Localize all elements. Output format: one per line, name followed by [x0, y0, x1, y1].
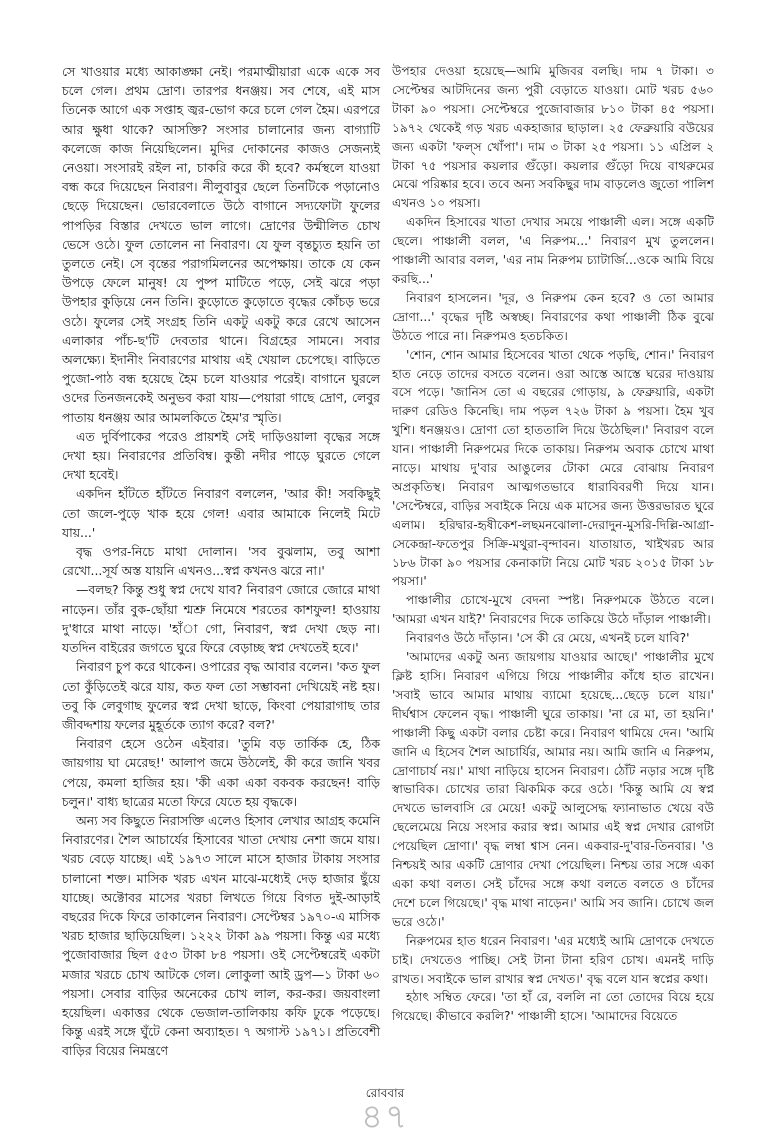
right-text-column: [392, 62, 714, 1026]
page-number: ৪৭: [360, 1097, 410, 1137]
paragraph: একদিন হাঁটতে হাঁটতে নিবারণ বললেন, 'আর কী! সবকিছুই তো জলে-পুড়ে খাক হয়ে গেল! এবার আমাকে নিলেই মিটে যায়...': [62, 486, 380, 540]
paragraph: সে খাওয়ার মধ্যে আকাঙ্ক্ষা নেই। পরমাত্মীয়ারা একে একে সব চলে গেল। প্রথম দ্রোণ। তারপর ধনঞ্জয়। সব শেষে, এই মাস তিনেক আগে এক সপ্তাহ জ্বর-ভোগ করে চলে গেল হৈম। এরপরে আর ক্ষুধা থাকে? আসক্তি? সংসার চালানোর জন্য বাগ্যাটি কলেজে কাজ নিয়েছিলেন। মুদির দোকানের কাজও সেজন্যই নেওয়া। সংসারই রইল না, চাকরি করে কী হবে? কর্মস্থলে যাওয়া বন্ধ করে দিয়েছেন নিবারণ। নীলুবাবুর ছেলে তিনটিকে পড়ানোও ছেড়ে দিয়েছেন। ভোরবেলাতে উঠে বাগানে সদ্যফোটা ফুলের পাপড়ির বিস্তার দেখতে ভাল লাগে। দ্রোণের উন্মীলিত চোখ ভেসে ওঠে। ফুল তোলেন না নিবারণ। যে ফুল বৃন্তচ্যুত হয়নি তা তুলতে নেই। সে বৃন্তের পরাগমিলনের অপেক্ষায়। তাকে যে কেন উপড়ে ফেলে মানুষ! যে পুষ্প মাটিতে পড়ে, সেই ঝরে পড়া উপহার কুড়িয়ে নেন তিনি। কুড়োতে কুড়োতে বৃদ্ধের কোঁচড় ভরে ওঠে। ফুলের সেই সংগ্রহ তিনি একটু একটু করে রেখে আসেন এলাকার পাঁচ-ছ'টি দেবতার থানে। বিগ্রহের সামনে। সবার অলক্ষ্যে। ইদানীং নিবারণের মাথায় এই খেয়াল চেপেছে। বাড়িতে পুজো-পাঠ বন্ধ হয়েছে হৈম চলে যাওয়ার পরেই। বাগানে ঘুরলে ওদের তিনজনকেই অনুভব করা যায়—পেয়ারা গাছে দ্রোণ, লেবুর পাতায় ধনঞ্জয় আর আমলকিতে হৈম'র স্মৃতি।: [62, 64, 380, 425]
paragraph: নিবারণ হেসে ওঠেন এইবার। 'তুমি বড় তার্কিক হে, ঠিক জায়গায় ঘা মেরেছ!' আলাপ জমে উঠলেই, কী করে জানি খবর পেয়ে, কমলা হাজির হয়। 'কী একা একা বকবক করছেন! বাড়ি চলুন।' বাধ্য ছাত্রের মতো ফিরে যেতে হয় বৃদ্ধকে।: [62, 736, 380, 809]
magazine-name: রোববার: [365, 1086, 405, 1100]
paragraph: 'শোন, শোন আমার হিসেবের খাতা থেকে পড়ছি, শোন।' নিবারণ হাত নেড়ে তাদের বসতে বলেন। ওরা আস্তে আস্তে ঘরের দাওয়ায় বসে পড়ে। 'জানিস তো এ বছরের গোড়ায়, ৯ ফেব্রুয়ারি, একটা দারুণ রেডিও কিনেছি। দাম পড়ল ৭২৬ টাকা ৯ পয়সা। হৈম খুব খুশি। ধনঞ্জয়ও। দ্রোণা তো হাততালি দিয়ে উঠেছিল।' নিবারণ বলে যান। পাঞ্চালী নিরুপমের দিকে তাকায়। নিরুপম অবাক চোখে মাথা নাড়ে। মাথায় দু'বার আঙুলের টোকা মেরে বোঝায় নিবারণ অপ্রকৃতিস্থ। নিবারণ আত্মগতভাবে ধারাবিবরণী দিয়ে যান। 'সেপ্টেম্বরে, বাড়ির সবাইকে নিয়ে এক মাসের জন্য উত্তরভারত ঘুরে এলাম। হরিদ্বার-হৃষীকেশ-লছমনঝোলা-দেরাদুন-মুসরি-দিল্লি-আগ্রা-সেকেন্দ্রা-ফতেপুর সিক্রি-মথুরা-বৃন্দাবন। যাতায়াত, খাইখরচ আর ১৮৬ টাকা ৯০ পয়সার কেনাকাটা নিয়ে মোট খরচ ২০১৫ টাকা ১৮ পয়সা।': [392, 347, 714, 589]
paragraph: নিবারণ চুপ করে থাকেন। ওপারের বৃদ্ধ আবার বলেন। 'কত ফুল তো কুঁড়িতেই ঝরে যায়, কত ফল তো সম্ভাবনা দেখিয়েই নষ্ট হয়। তবু কি লেবুগাছ ফুলের স্বপ্ন দেখা ছাড়ে, কিংবা পেয়ারাগাছ তার জীবদ্দশায় ফলের মুহূর্তকে ত্যাগ করে? বল?': [62, 659, 380, 732]
paragraph: হঠাৎ সম্বিত ফেরে। 'তা হাঁ রে, বললি না তো তোদের বিয়ে হয়ে গিয়েছে। কীভাবে করলি?' পাঞ্চালী হাসে। 'আমাদের বিয়েতে: [392, 990, 714, 1024]
paragraph: নিবারণ হাসলেন। 'দূর, ও নিরুপম কেন হবে? ও তো আমার দ্রোণা...' বৃদ্ধের দৃষ্টি অস্বচ্ছ। নিবারণের কথা পাঞ্চালী ঠিক বুঝে উঠতে পারে না। নিরুপমও হতচকিত।: [392, 290, 714, 343]
paragraph: উপহার দেওয়া হয়েছে—আমি মুজিবর বলছি। দাম ৭ টাকা। ৩ সেপ্টেম্বর আটদিনের জন্য পুরী বেড়াতে যাওয়া। মোট খরচ ৫৬০ টাকা ৯০ পয়সা। সেপ্টেম্বরে পুজোবাজার ৮১০ টাকা ৪৫ পয়সা। ১৯৭২ থেকেই গড় খরচ একহাজার ছাড়াল। ২৫ ফেব্রুয়ারি বউয়ের জন্য একটা 'ফল্স খোঁপা'। দাম ৩ টাকা ২৫ পয়সা। ১১ এপ্রিল ২ টাকা ৭৫ পয়সার কয়লার গুঁড়ো। কয়লার গুঁড়ো দিয়ে বাথরুমের মেঝে পরিষ্কার হবে। তবে অন্য সবকিছুর দাম বাড়লেও জুতো পালিশ এখনও ১০ পয়সা।: [392, 64, 714, 211]
left-text-column: [62, 62, 380, 1061]
paragraph: —বলছ? কিন্তু শুধু স্বপ্ন দেখে যাব? নিবারণ জোরে জোরে মাথা নাড়েন। তাঁর বুক-ছোঁয়া শ্মশ্রু নিমেষে শরতের কাশফুল! হাওয়ায় দু'ধারে মাথা নাড়ে। 'হাঁা গো, নিবারণ, স্বপ্ন দেখা ছেড় না। যতদিন বাইরের জগতে ঘুরে ফিরে বেড়াচ্ছ স্বপ্ন দেখতেই হবে।': [62, 582, 380, 656]
paragraph: একদিন হিসাবের খাতা দেখার সময়ে পাঞ্চালী এল। সঙ্গে একটি ছেলে। পাঞ্চালী বলল, 'এ নিরুপম...' নিবারণ মুখ তুললেন। পাঞ্চালী আবার বলল, 'এর নাম নিরুপম চ্যাটার্জি...ওকে আমি বিয়ে করছি...': [392, 215, 714, 286]
paragraph: পাঞ্চালীর চোখে-মুখে বেদনা স্পষ্ট। নিরুপমকে উঠতে বলে। 'আমরা এখন যাই?' নিবারণের দিকে তাকিয়ে উঠে দাঁড়াল পাঞ্চালী।: [392, 593, 714, 627]
paragraph: নিবারণও উঠে দাঁড়ান। 'সে কী রে মেয়ে, এখনই চলে যাবি?': [406, 631, 690, 646]
paragraph: 'আমাদের একটু অন্য জায়গায় যাওয়ার আছে।' পাঞ্চালীর মুখে ক্লিষ্ট হাসি। নিবারণ এগিয়ে গিয়ে পাঞ্চালীর কাঁধে হাত রাখেন। 'সবাই ভাবে আমার মাথায় ব্যামো হয়েছে...ছেড়ে চলে যায়।' দীর্ঘশ্বাস ফেলেন বৃদ্ধ। পাঞ্চালী ঘুরে তাকায়। 'না রে মা, তা হয়নি।' পাঞ্চালী কিছু একটা বলার চেষ্টা করে। নিবারণ থামিয়ে দেন। 'আমি জানি এ হিসেব শৈল আচার্যির, আমার নয়। আমি জানি এ নিরুপম, দ্রোণাচার্য নয়।' মাথা নাড়িয়ে হাসেন নিবারণ। ঠোঁট নড়ার সঙ্গে দৃষ্টি স্বাভাবিক। চোখের তারা ঝিকমিক করে ওঠে। 'কিন্তু আমি যে স্বপ্ন দেখতে ভালবাসি রে মেয়ে! একটু আলুসেদ্ধ ফ্যানাভাত খেয়ে বউ ছেলেমেয়ে নিয়ে সংসার করার স্বপ্ন। আমার এই স্বপ্ন দেখার রোগটা পেয়েছিল দ্রোণা।' বৃদ্ধ লম্বা শ্বাস নেন। একবার-দু'বার-তিনবার। 'ও নিশ্চয়ই আর একটি দ্রোণার দেখা পেয়েছিল। নিশ্চয় তার সঙ্গে একা একা কথা বলত। সেই চাঁদের সঙ্গে কথা বলতে বলতে ও চাঁদের দেশে চলে গিয়েছে।' বৃদ্ধ মাথা নাড়েন।' আমি সব জানি। চোখে জল ভরে ওঠে।': [392, 650, 714, 929]
paragraph: বৃদ্ধ ওপর-নিচে মাথা দোলান। 'সব বুঝলাম, তবু আশা রেখো...সূর্য অস্ত যায়নি এখনও...স্বপ্ন কখনও ঝরে না।': [62, 544, 380, 579]
paragraph: এত দুর্বিপাকের পরেও প্রায়শই সেই দাড়িওয়ালা বৃদ্ধের সঙ্গে দেখা হয়। নিবারণের প্রতিবিম্ব। কুন্তী নদীর পাড়ে ঘুরতে গেলে দেখা হবেই।: [62, 428, 380, 483]
paragraph: নিরুপমের হাত ধরেন নিবারণ। 'এর মধ্যেই আমি দ্রোণকে দেখতে চাই। দেখতেও পাচ্ছি। সেই টানা টানা হরিণ চোখ। এমনই দাড়ি রাখত। সবাইকে ভাল রাখার স্বপ্ন দেখত।' বৃদ্ধ বলে যান স্বপ্নের কথা।: [392, 933, 714, 986]
paragraph: অন্য সব কিছুতে নিরাসক্তি এলেও হিসাব লেখার আগ্রহ কমেনি নিবারণের। শৈল আচার্যের হিসাবের খাতা দেখায় নেশা জমে যায়। খরচ বেড়ে যাচ্ছে। এই ১৯৭৩ সালে মাসে হাজার টাকায় সংসার চালানো শক্ত। মাসিক খরচ এখন মাঝে-মধ্যেই দেড় হাজার ছুঁয়ে যাচ্ছে। অক্টোবর মাসের খরচা লিখতে গিয়ে বিগত দুই-আড়াই বছরের দিকে ফিরে তাকালেন নিবারণ। সেপ্টেম্বর ১৯৭০-এ মাসিক খরচ হাজার ছাড়িয়েছিল। ১২২২ টাকা ৯৯ পয়সা। কিন্তু এর মধ্যে পুজোবাজার ছিল ৫৫৩ টাকা ৮৪ পয়সা। ওই সেপ্টেম্বরেই একটা মজার খরচে চোখ আটকে গেল। লোকুলা আই ড্রপ—১ টাকা ৬০ পয়সা। সেবার বাড়ির অনেকের চোখ লাল, কর-কর। জয়বাংলা হয়েছিল। একাত্তর থেকে ভেজাল-তালিকায় কফি ঢুকে পড়েছে। কিন্তু এরই সঙ্গে ঘুঁটে কেনা অব্যাহত। ৭ অগাস্ট ১৯৭১। প্রতিবেশী বাড়ির বিয়ের নিমন্ত্রণে: [62, 812, 380, 1059]
